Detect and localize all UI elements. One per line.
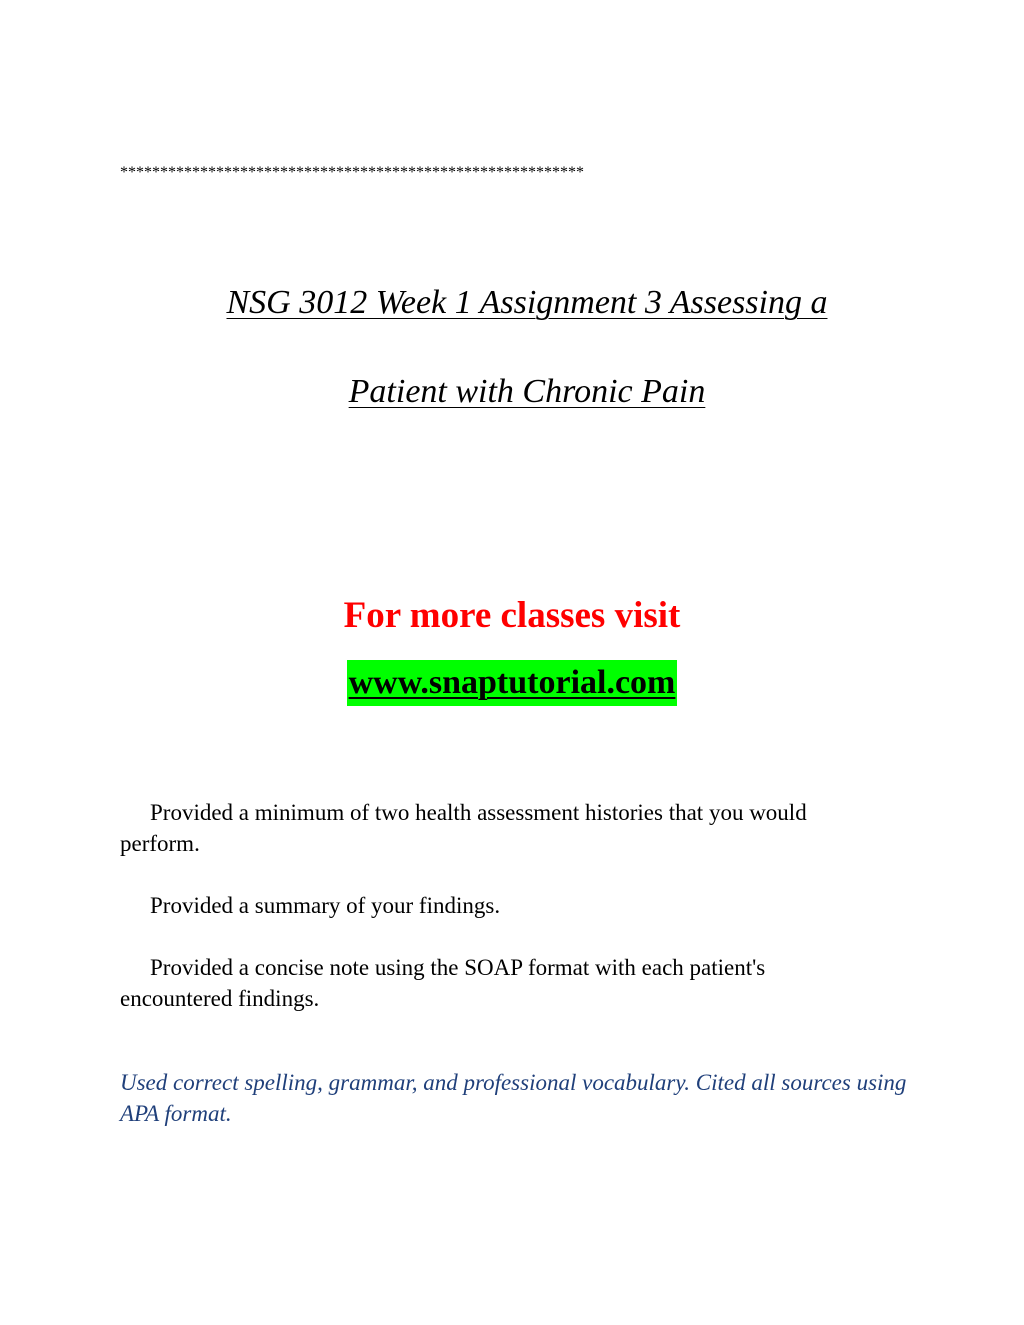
- promo-heading: For more classes visit: [343, 595, 681, 636]
- requirement-paragraph-2: Provided a summary of your findings.: [150, 893, 501, 918]
- document-title-line-2: Patient with Chronic Pain: [348, 373, 706, 410]
- website-link-container: [0, 660, 1024, 706]
- document-title-line-1: NSG 3012 Week 1 Assignment 3 Assessing a: [226, 284, 828, 321]
- website-link[interactable]: www.snaptutorial.com: [347, 660, 678, 706]
- requirement-paragraph-3: Provided a concise note using the SOAP format with each patient's encountered findings.: [120, 955, 766, 1011]
- closing-note: Used correct spelling, grammar, and professional vocabulary. Cited all sources using APA format.: [120, 1070, 907, 1126]
- separator-line: **********************************************************: [120, 164, 584, 181]
- requirement-paragraph-1: Provided a minimum of two health assessment histories that you would perform.: [120, 800, 807, 856]
